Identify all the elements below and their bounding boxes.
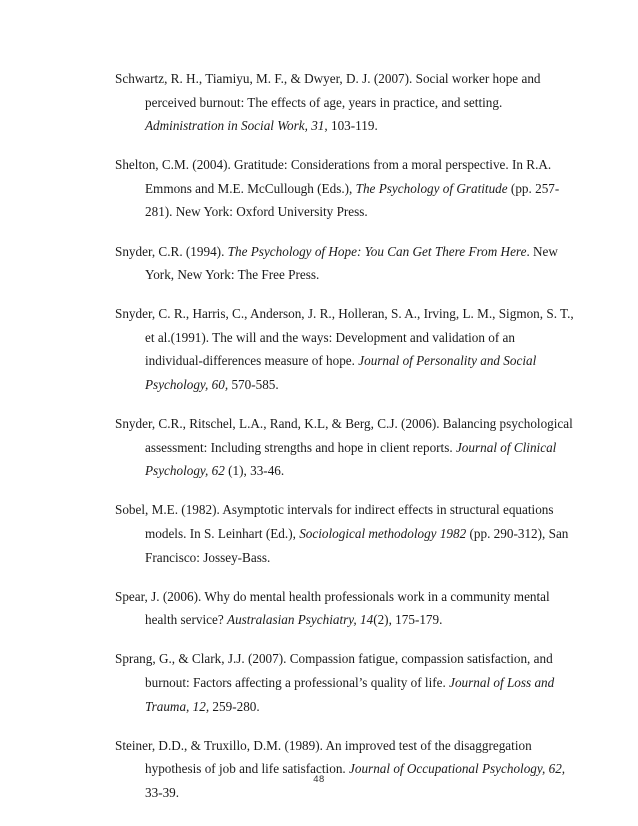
reference-entry (115, 498, 575, 569)
reference-source-title: Journal of Personality and Social Psychology, 60, (145, 353, 537, 393)
reference-text: 570-585. (228, 377, 279, 393)
reference-text: (pp. 257-281). New York: Oxford University Press. (145, 180, 560, 220)
reference-text: Shelton, C.M. (2004). Gratitude: Considerations from a moral perspective. In R.A. Emmons and M.E. McCullough (Eds.), (115, 157, 552, 196)
reference-entry (115, 240, 575, 287)
reference-entry (115, 647, 575, 718)
reference-source-title: Journal of Occupational Psychology, 62, (349, 761, 566, 777)
reference-entry (115, 302, 575, 396)
reference-text: Snyder, C.R., Ritschel, L.A., Rand, K.L, & Berg, C.J. (2006). Balancing psychological assessment: Including strengths and hope in client reports. (115, 416, 573, 455)
reference-source-title: The Psychology of Hope: You Can Get There From Here (227, 243, 527, 259)
reference-text: Snyder, C.R. (1994). (115, 243, 228, 259)
reference-list (115, 67, 575, 820)
reference-entry (115, 734, 575, 805)
reference-text: 259-280. (209, 698, 260, 714)
reference-text: (pp. 290-312), San Francisco: Jossey-Bass. (145, 526, 569, 565)
reference-text: (1), 33-46. (224, 463, 285, 479)
reference-text: Schwartz, R. H., Tiamiyu, M. F., & Dwyer, D. J. (2007). Social worker hope and perceived burnout: The effects of age, years in practice, and setting. (115, 71, 541, 110)
reference-source-title: Journal of Clinical Psychology, 62 (145, 439, 557, 479)
reference-source-title: Australasian Psychiatry, 14 (227, 612, 374, 628)
reference-text: (2), 175-179. (373, 612, 443, 628)
reference-text: Sobel, M.E. (1982). Asymptotic intervals for indirect effects in structural equations models. In S. Leinhart (Ed.), (115, 502, 554, 541)
reference-entry (115, 153, 575, 224)
reference-source-title: The Psychology of Gratitude (355, 180, 508, 196)
reference-text: Snyder, C. R., Harris, C., Anderson, J. R., Holleran, S. A., Irving, L. M., Sigmon, S. T., et al.(1991). The will and the ways: Development and validation of an individual-differences measure of hope. (115, 306, 574, 369)
reference-text: , 103-119. (324, 118, 378, 134)
reference-entry (115, 412, 575, 483)
reference-source-title: Journal of Loss and Trauma, 12, (145, 674, 555, 714)
reference-text: Steiner, D.D., & Truxillo, D.M. (1989). An improved test of the disaggregation hypothesis of job and life satisfaction. (115, 737, 532, 777)
reference-source-title: Sociological methodology 1982 (299, 526, 467, 541)
page-number: 48 (313, 774, 325, 785)
reference-entry (115, 585, 575, 632)
reference-text: Spear, J. (2006). Why do mental health professionals work in a community mental health service? (115, 588, 550, 628)
reference-text: . New York, New York: The Free Press. (145, 243, 558, 283)
reference-source-title: Administration in Social Work, 31 (145, 118, 325, 134)
reference-text: Sprang, G., & Clark, J.J. (2007). Compassion fatigue, compassion satisfaction, and burnout: Factors affecting a professional’s quality of life. (115, 651, 553, 690)
reference-text: 33-39. (145, 784, 180, 800)
reference-entry (115, 67, 575, 138)
